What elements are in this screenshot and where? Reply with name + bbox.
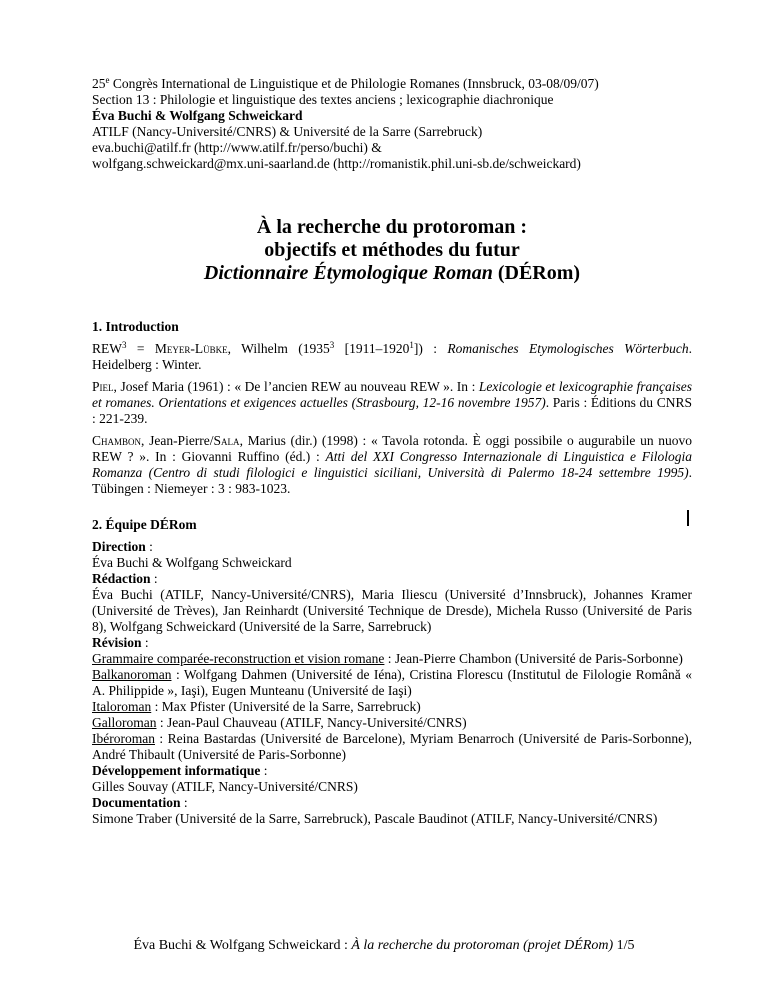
section-heading-introduction: 1. Introduction	[92, 319, 179, 334]
document-page	[92, 76, 692, 827]
revision-item-galloroman	[92, 715, 692, 731]
ref-text: [1911–1920	[334, 341, 410, 356]
revision-text: : Max Pfister (Université de la Sarre, Sarrebruck)	[151, 699, 421, 714]
dev-label-line	[92, 763, 692, 779]
email-line-2: wolfgang.schweickard@mx.uni-saarland.de (http://romanistik.phil.uni-sb.de/schweickard)	[92, 156, 581, 171]
paper-title	[92, 216, 692, 285]
affiliation-line: ATILF (Nancy-Université/CNRS) & Université de la Sarre (Sarrebruck)	[92, 124, 483, 139]
ref-author: Piel	[92, 379, 114, 394]
revision-text: : Reina Bastardas (Université de Barcelone), Myriam Benarroch (Université de Paris-Sorbonne), André Thibault (Université de Paris-Sorbonne)	[92, 731, 692, 762]
revision-label: Révision	[92, 635, 142, 650]
revision-bar	[687, 510, 689, 526]
title-line-3	[92, 262, 692, 285]
direction-label: Direction	[92, 539, 146, 554]
ref-text: =	[126, 341, 155, 356]
reference-piel	[92, 379, 692, 427]
revision-domain: Ibéroroman	[92, 731, 155, 746]
reference-rew	[92, 341, 692, 373]
ref-text: . Paris : Éditions du CNRS : 221-239.	[92, 395, 692, 426]
ref-text: ]) :	[413, 341, 448, 356]
label-colon: :	[180, 795, 188, 810]
ref-title: Lexicologie et lexicographie françaises et romanes. Orientations et exigences actuelles (Strasbourg, 12-16 novembre 1957)	[92, 379, 692, 410]
label-colon: :	[260, 763, 268, 778]
title-line-2: objectifs et méthodes du futur	[264, 239, 520, 261]
dev-label: Développement informatique	[92, 763, 261, 778]
ref-text: , Jean-Pierre/	[141, 433, 214, 448]
ref-text: , Josef Maria (1961) : « De l’ancien REW au nouveau REW ». In :	[113, 379, 479, 394]
ref-author: Sala	[213, 433, 240, 448]
congress-line	[92, 76, 692, 92]
footer-page-number: 1/5	[613, 938, 635, 953]
label-colon: :	[150, 571, 158, 586]
ref-text: . Tübingen : Niemeyer : 3 : 983-1023.	[92, 465, 692, 496]
title-acronym: (DÉRom)	[492, 262, 581, 284]
direction-text: Éva Buchi & Wolfgang Schweickard	[92, 555, 292, 570]
revision-text: : Wolfgang Dahmen (Université de Iéna), Cristina Florescu (Institutul de Filologie Română « A. Philippide », Iaşi), Eugen Munteanu (Université de Iaşi)	[92, 667, 692, 698]
revision-item-iberoroman	[92, 731, 692, 763]
ref-title: Atti del XXI Congresso Internazionale di Linguistica e Filologia Romanza (Centro di studi filologici e linguistici siciliani, Università di Palermo 18-24 settembre 1995)	[92, 449, 692, 480]
doc-text: Simone Traber (Université de la Sarre, Sarrebruck), Pascale Baudinot (ATILF, Nancy-Université/CNRS)	[92, 811, 658, 826]
document-header	[92, 76, 692, 172]
page-footer	[0, 938, 768, 954]
label-colon: :	[145, 539, 153, 554]
dev-text: Gilles Souvay (ATILF, Nancy-Université/CNRS)	[92, 779, 358, 794]
doc-label: Documentation	[92, 795, 181, 810]
revision-domain: Balkanoroman	[92, 667, 172, 682]
redaction-text: Éva Buchi (ATILF, Nancy-Université/CNRS), Maria Iliescu (Université d’Innsbruck), Johannes Kramer (Université de Trèves), Jan Reinhardt (Université Technique de Dresde), Michela Russo (Université de Paris 8), Wolfgang Schweickard (Université de la Sarre, Sarrebruck)	[92, 587, 692, 634]
ref-text: . Heidelberg : Winter.	[92, 341, 692, 372]
footer-title: À la recherche du protoroman (projet DÉRom)	[351, 938, 614, 953]
direction-label-line	[92, 539, 692, 555]
revision-item-italoroman	[92, 699, 692, 715]
footer-authors: Éva Buchi & Wolfgang Schweickard :	[133, 938, 352, 953]
ref-title: Romanisches Etymologisches Wörterbuch	[447, 341, 689, 356]
doc-label-line	[92, 795, 692, 811]
redaction-label: Rédaction	[92, 571, 151, 586]
ref-superscript: 3	[329, 340, 335, 350]
ref-author: Chambon	[92, 433, 142, 448]
revision-text: : Jean-Paul Chauveau (ATILF, Nancy-Université/CNRS)	[156, 715, 467, 730]
congress-number: 25	[92, 76, 106, 91]
revision-label-line	[92, 635, 692, 651]
label-colon: :	[141, 635, 149, 650]
equipe-block	[92, 539, 692, 827]
redaction-label-line	[92, 571, 692, 587]
ref-text: , Wilhelm (1935	[227, 341, 330, 356]
section-heading-equipe: 2. Équipe DÉRom	[92, 517, 197, 532]
revision-domain: Italoroman	[92, 699, 152, 714]
ref-text: , Marius (dir.) (1998) : « Tavola rotonda. È oggi possibile o augurabile un nuovo REW ? ». In : Giovanni Ruffino (éd.) :	[92, 433, 693, 464]
revision-text: : Jean-Pierre Chambon (Université de Paris-Sorbonne)	[384, 651, 683, 666]
ref-superscript: 1	[409, 340, 414, 350]
email-line-1: eva.buchi@atilf.fr (http://www.atilf.fr/perso/buchi) &	[92, 140, 382, 155]
congress-superscript: e	[105, 75, 110, 85]
reference-chambon-sala	[92, 433, 692, 497]
revision-item-balkanoroman	[92, 667, 692, 699]
authors-line: Éva Buchi & Wolfgang Schweickard	[92, 108, 303, 123]
ref-text: REW	[92, 341, 122, 356]
revision-domain: Grammaire comparée-reconstruction et vision romane	[92, 651, 385, 666]
ref-author: Meyer-Lübke	[154, 341, 228, 356]
congress-text: Congrès International de Linguistique et de Philologie Romanes (Innsbruck, 03-08/09/07)	[109, 76, 599, 91]
ref-superscript: 3	[122, 340, 127, 350]
title-dictionary-name: Dictionnaire Étymologique Roman	[203, 262, 493, 284]
revision-item-grammaire	[92, 651, 692, 667]
title-line-1: À la recherche du protoroman :	[256, 216, 528, 238]
revision-domain: Galloroman	[92, 715, 157, 730]
section-line: Section 13 : Philologie et linguistique des textes anciens ; lexicographie diachronique	[92, 92, 554, 107]
